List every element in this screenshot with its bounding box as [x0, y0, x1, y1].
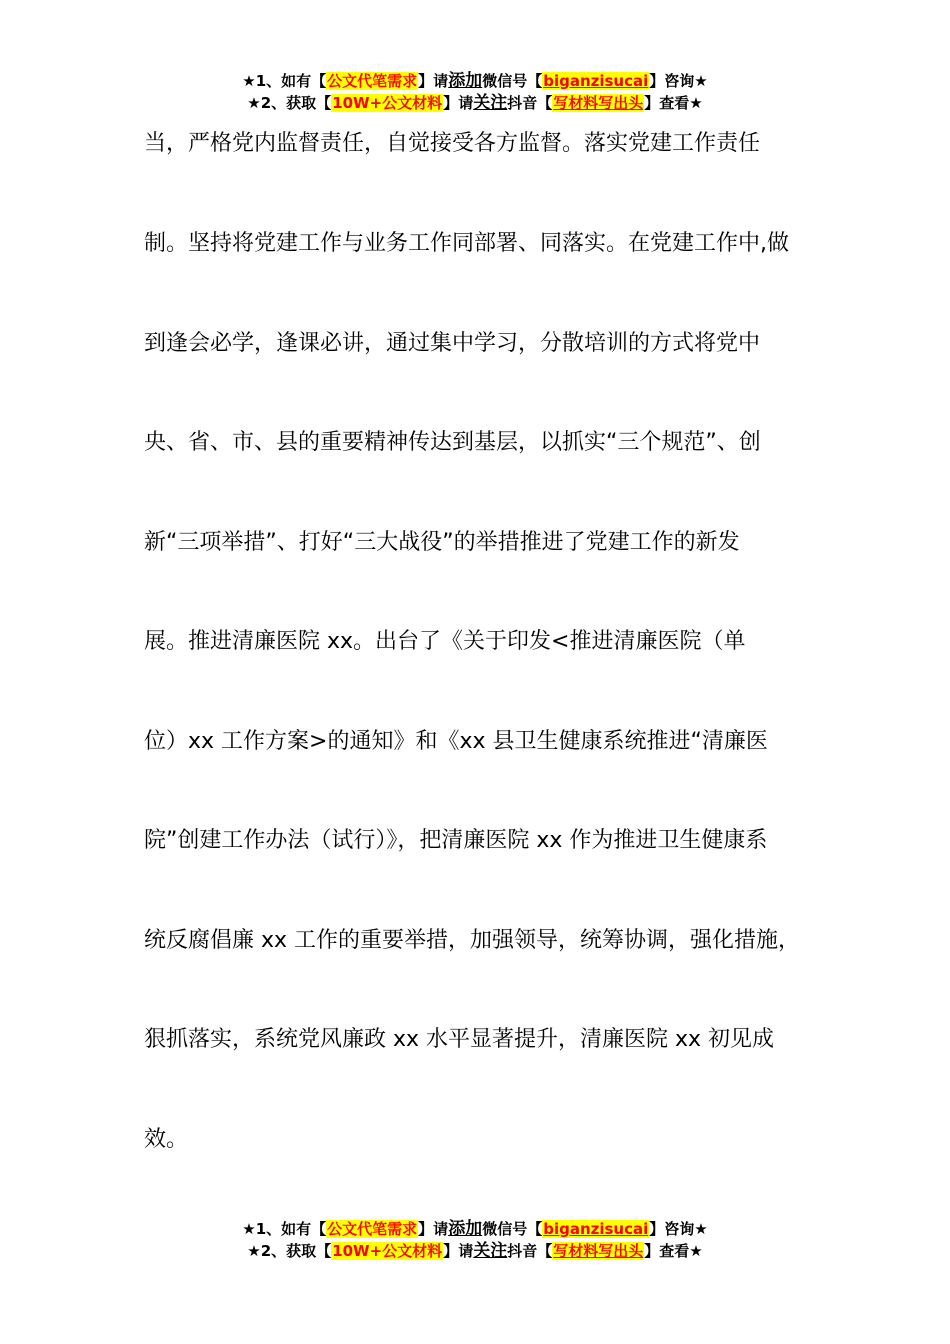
banner-text: ★1、如有【	[242, 72, 327, 90]
paragraph-line: 效。	[144, 1127, 189, 1152]
banner-text: 】请	[443, 1242, 474, 1260]
header-banner	[0, 70, 950, 114]
paragraph-line: 央、省、市、县的重要精神传达到基层，以抓实“三个规范”、创	[144, 430, 761, 455]
paragraph-line: 院”创建工作办法（试行）》，把清廉医院 xx 作为推进卫生健康系	[144, 828, 768, 853]
banner-text: 微信号【	[482, 72, 543, 90]
emphasis-text: 添加	[448, 71, 483, 91]
banner-text: 】请	[443, 94, 474, 112]
paragraph-line: 当，严格党内监督责任，自觉接受各方监督。落实党建工作责任	[144, 131, 761, 156]
banner-text: 】查看★	[644, 94, 703, 112]
paragraph-line: 统反腐倡廉 xx 工作的重要举措，加强领导，统筹协调，强化措施，	[144, 928, 801, 953]
highlight-douyin-account: 写材料写出头	[553, 94, 644, 112]
banner-text: ★1、如有【	[242, 1220, 327, 1238]
highlight-materials: 10W+公文材料	[332, 94, 443, 112]
banner-text: 】咨询★	[649, 72, 708, 90]
paragraph-line: 位）xx 工作方案>的通知》和《xx 县卫生健康系统推进“清廉医	[144, 729, 768, 754]
paragraph-line: 制。坚持将党建工作与业务工作同部署、同落实。在党建工作中,做	[144, 231, 789, 256]
emphasis-text: 关注	[473, 1241, 508, 1261]
banner-text: 】咨询★	[649, 1220, 708, 1238]
banner-text: 】查看★	[644, 1242, 703, 1260]
banner-text: 抖音【	[507, 1242, 553, 1260]
paragraph-line: 狠抓落实，系统党风廉政 xx 水平显著提升，清廉医院 xx 初见成	[144, 1027, 775, 1052]
banner-line-2	[0, 1240, 950, 1262]
paragraph-line: 展。推进清廉医院 xx。出台了《关于印发<推进清廉医院（单	[144, 629, 746, 654]
banner-text: 微信号【	[482, 1220, 543, 1238]
banner-text: 】请	[418, 1220, 449, 1238]
banner-line-2	[0, 92, 950, 114]
highlight-wechat-id: biganzisucai	[543, 1220, 649, 1238]
emphasis-text: 添加	[448, 1219, 483, 1239]
banner-text: ★2、获取【	[247, 1242, 332, 1260]
banner-text: ★2、获取【	[247, 94, 332, 112]
banner-text: 抖音【	[507, 94, 553, 112]
banner-line-1	[0, 1218, 950, 1240]
highlight-service: 公文代笔需求	[327, 1220, 418, 1238]
highlight-douyin-account: 写材料写出头	[553, 1242, 644, 1260]
paragraph-line: 到逢会必学，逢课必讲，通过集中学习，分散培训的方式将党中	[144, 331, 761, 356]
emphasis-text: 关注	[473, 93, 508, 113]
banner-line-1	[0, 70, 950, 92]
highlight-materials: 10W+公文材料	[332, 1242, 443, 1260]
highlight-service: 公文代笔需求	[327, 72, 418, 90]
banner-text: 】请	[418, 72, 449, 90]
highlight-wechat-id: biganzisucai	[543, 72, 649, 90]
paragraph-line: 新“三项举措”、打好“三大战役”的举措推进了党建工作的新发	[144, 530, 740, 555]
footer-banner	[0, 1218, 950, 1262]
